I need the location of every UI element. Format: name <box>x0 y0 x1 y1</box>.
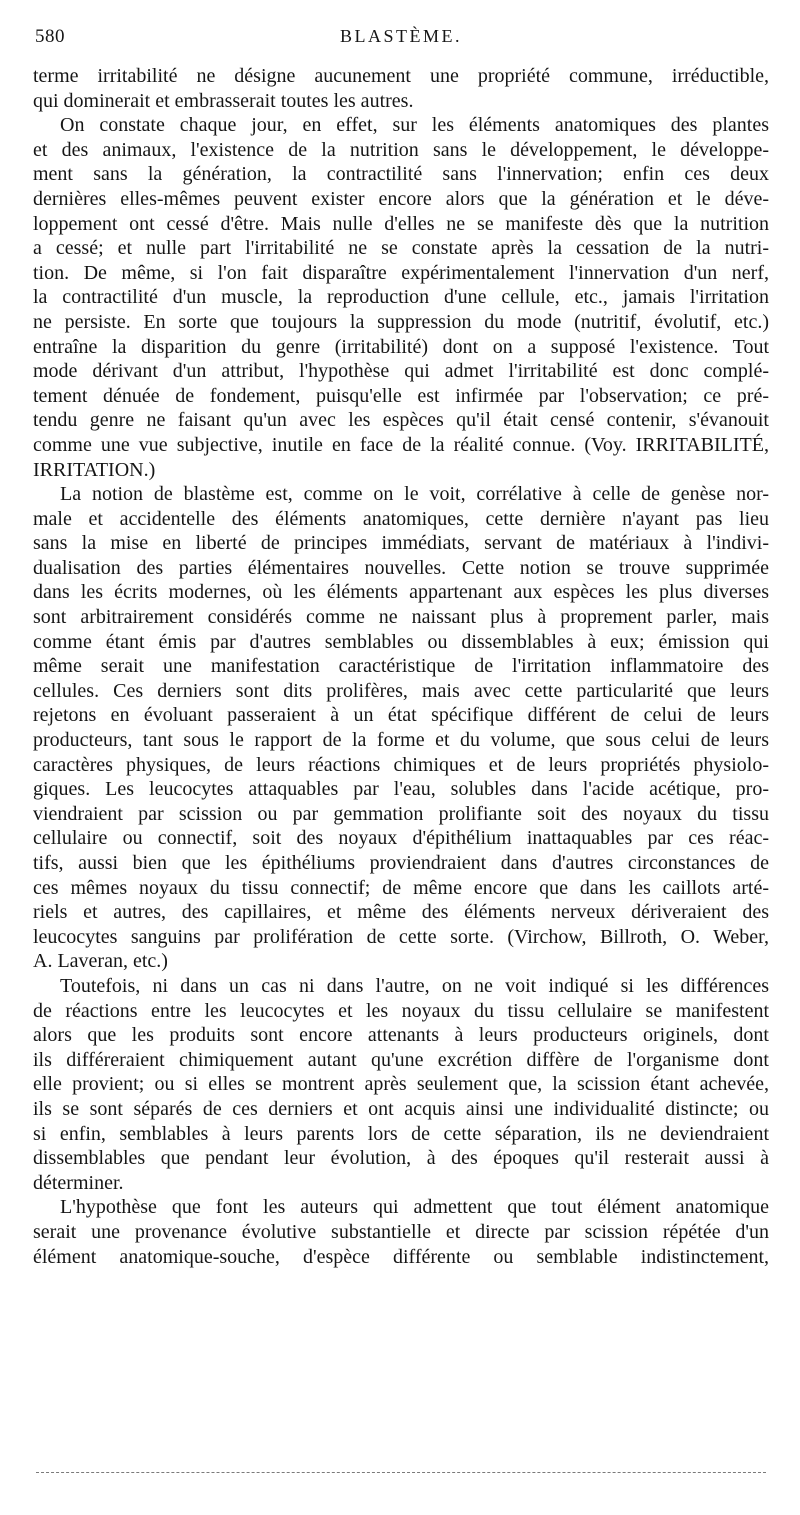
body-text <box>33 64 769 1269</box>
text-line: elle provient; ou si elles se montrent après seulement que, la scission étant achevée, <box>33 1073 769 1096</box>
text-line: loppement ont cessé d'être. Mais nulle d'elles ne se manifeste dès que la nutrition <box>33 212 769 235</box>
footer-rule <box>36 1472 766 1473</box>
text-line: sont arbitrairement considérés comme ne naissant plus à proprement parler, mais <box>33 606 769 629</box>
text-line: ne persiste. En sorte que toujours la suppression du mode (nutritif, évolutif, etc.) <box>33 310 769 333</box>
text-line: tifs, aussi bien que les épithéliums proviendraient dans d'autres circonstances de <box>33 852 769 874</box>
text-line: leucocytes sanguins par prolifération de cette sorte. (Virchow, Billroth, O. Weber, <box>33 925 769 948</box>
text-line: et des animaux, l'existence de la nutrition sans le développement, le développe- <box>33 138 769 161</box>
text-line: comme étant émis par d'autres semblables ou dissemblables à eux; émission qui <box>33 630 769 653</box>
text-line: ces mêmes noyaux du tissu connectif; de même encore que dans les caillots arté- <box>33 876 769 899</box>
text-line: déterminer. <box>33 1171 124 1194</box>
text-line: la contractilité d'un muscle, la reproduction d'une cellule, etc., jamais l'irritation <box>33 286 769 309</box>
text-line: ils différeraient chimiquement autant qu'une excrétion diffère de l'organisme dont <box>33 1048 769 1071</box>
text-line: serait une provenance évolutive substantielle et directe par scission répétée d'un <box>33 1220 769 1243</box>
text-line: ils se sont séparés de ces derniers et ont acquis ainsi une individualité distincte; ou <box>33 1097 769 1120</box>
text-line: cellulaire ou connectif, soit des noyaux d'épithélium inattaquables par ces réac- <box>33 827 769 850</box>
text-line: tendu genre ne faisant qu'un avec les espèces qu'il était censé contenir, s'évanouit <box>33 409 769 432</box>
text-line: dernières elles-mêmes peuvent exister encore alors que la génération et le déve- <box>33 187 769 210</box>
text-line: riels et autres, des capillaires, et même des éléments nerveux dériveraient des <box>33 901 769 924</box>
text-line: rejetons en évoluant passeraient à un état spécifique différent de celui de leurs <box>33 704 769 727</box>
text-line: tement dénuée de fondement, puisqu'elle est infirmée par l'observation; ce pré- <box>33 384 769 407</box>
document-page <box>33 26 769 1269</box>
text-line: caractères physiques, de leurs réactions chimiques et de leurs propriétés physiolo- <box>33 753 769 776</box>
text-line: A. Laveran, etc.) <box>33 950 168 973</box>
text-line: dans les écrits modernes, où les éléments appartenant aux espèces les plus diverses <box>33 581 769 604</box>
text-line: L'hypothèse que font les auteurs qui admettent que tout élément anatomique <box>60 1196 769 1219</box>
text-line: même serait une manifestation caractéristique de l'irritation inflammatoire des <box>33 655 769 678</box>
text-line: producteurs, tant sous le rapport de la forme et du volume, que sous celui de leurs <box>33 729 769 752</box>
text-line: On constate chaque jour, en effet, sur les éléments anatomiques des plantes <box>60 114 769 137</box>
text-line: male et accidentelle des éléments anatomiques, cette dernière n'ayant pas lieu <box>33 507 769 530</box>
text-line: comme une vue subjective, inutile en face de la réalité connue. (Voy. IRRITABILITÉ, <box>33 433 769 456</box>
text-line: alors que les produits sont encore attenants à leurs producteurs originels, dont <box>33 1024 769 1047</box>
text-line: si enfin, semblables à leurs parents lors de cette séparation, ils ne deviendraient <box>33 1122 769 1145</box>
text-line: mode dérivant d'un attribut, l'hypothèse qui admet l'irritabilité est donc complé- <box>33 360 769 383</box>
text-line: tion. De même, si l'on fait disparaître expérimentalement l'innervation d'un nerf, <box>33 261 769 284</box>
text-line: dualisation des parties élémentaires nouvelles. Cette notion se trouve supprimée <box>33 556 769 579</box>
text-line: entraîne la disparition du genre (irritabilité) dont on a supposé l'existence. Tout <box>33 335 769 358</box>
text-line: élément anatomique-souche, d'espèce différente ou semblable indistinctement, <box>33 1245 769 1268</box>
text-line: La notion de blastème est, comme on le voit, corrélative à celle de genèse nor- <box>60 483 769 506</box>
text-line: a cessé; et nulle part l'irritabilité ne se constate après la cessation de la nutri- <box>33 237 769 260</box>
text-line: terme irritabilité ne désigne aucunement une propriété commune, irréductible, <box>33 65 769 87</box>
text-line: ment sans la génération, la contractilité sans l'innervation; enfin ces deux <box>33 163 769 186</box>
text-line: sans la mise en liberté de principes immédiats, servant de matériaux à l'indivi- <box>33 532 769 555</box>
text-line: de réactions entre les leucocytes et les noyaux du tissu cellulaire se manifestent <box>33 999 769 1022</box>
text-line: dissemblables que pendant leur évolution, à des époques qu'il resterait aussi à <box>33 1147 769 1170</box>
text-line: qui dominerait et embrasserait toutes les autres. <box>33 89 414 112</box>
page-number: 580 <box>35 26 65 47</box>
text-line: viendraient par scission ou par gemmation prolifiante soit des noyaux du tissu <box>33 802 769 825</box>
text-line: IRRITATION.) <box>33 458 156 481</box>
text-line: Toutefois, ni dans un cas ni dans l'autre, on ne voit indiqué si les différences <box>60 974 769 997</box>
text-line: cellules. Ces derniers sont dits prolifères, mais avec cette particularité que leurs <box>33 679 769 702</box>
page-header <box>33 26 769 52</box>
running-head: BLASTÈME. <box>339 26 462 46</box>
text-line: giques. Les leucocytes attaquables par l'eau, solubles dans l'acide acétique, pro- <box>33 778 769 801</box>
